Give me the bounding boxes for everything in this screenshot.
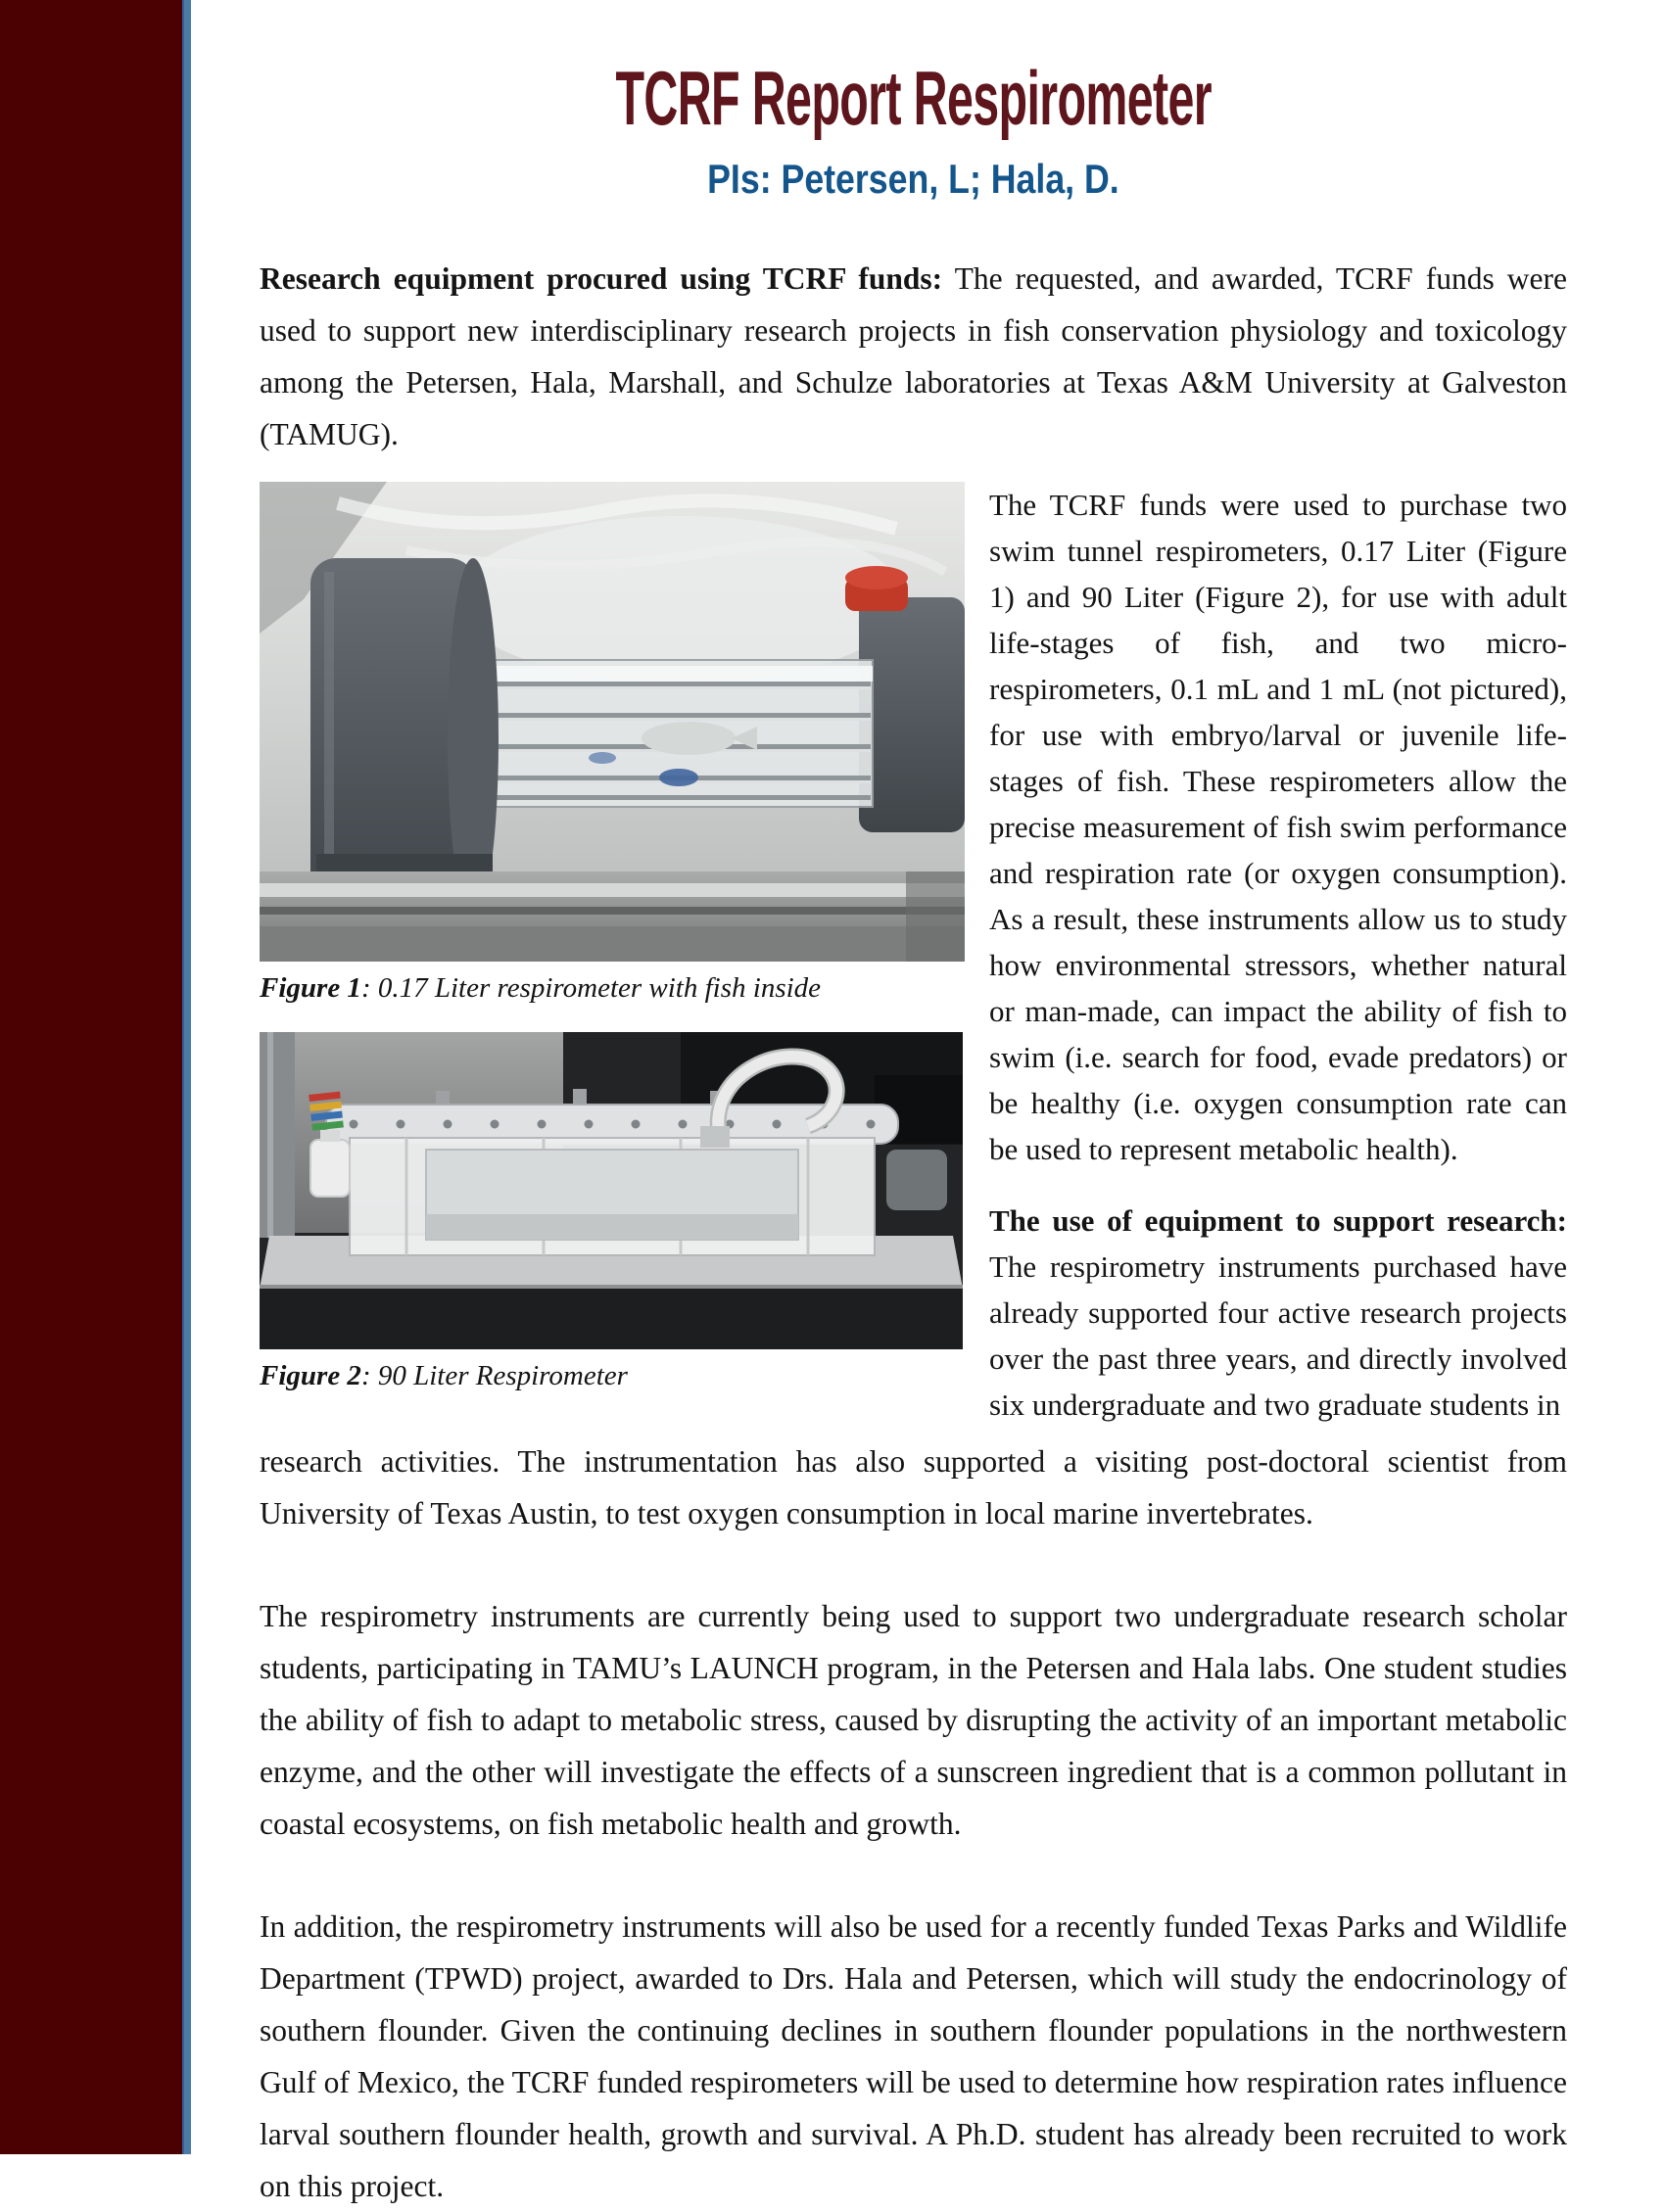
respirometer-photo-illustration [260, 482, 965, 962]
two-column-section [260, 482, 1567, 1428]
tank-photo-illustration [260, 1032, 963, 1349]
figure-1-caption-label: Figure 1 [260, 972, 361, 1005]
equipment-use-lead: The use of equipment to support research: [989, 1203, 1567, 1239]
figure-2-caption-text: : 90 Liter Respirometer [360, 1360, 628, 1392]
figure-2-caption [260, 1357, 989, 1394]
left-maroon-band [0, 0, 182, 2154]
figure-2-caption-label: Figure 2 [260, 1360, 361, 1392]
intro-body: The requested, and awarded, TCRF funds were used to support new interdisciplinary research projects in fish conservation physiology and toxicology among the Petersen, Hala, Marshall, and Schulze laboratories at Texas A&M University at Galveston (TAMUG). [260, 261, 1567, 452]
figure-1-image [260, 482, 989, 962]
page-subtitle-text: PIs: Petersen, L; Hala, D. [707, 155, 1119, 202]
page-title [260, 55, 1567, 141]
figure-1 [260, 482, 989, 1007]
intro-lead: Research equipment procured using TCRF funds: [260, 261, 943, 297]
page-content [191, 0, 1665, 2204]
intro-paragraph [260, 253, 1567, 460]
continuation-paragraph: research activities. The instrumentation has also supported a visiting post-doctoral scientist from University of Texas Austin, to test oxygen consumption in local marine invertebrates. [260, 1444, 1567, 1531]
launch-program-paragraph: The respirometry instruments are currently being used to support two undergraduate research scholar students, participating in TAMU’s LAUNCH program, in the Petersen and Hala labs. One student studies the ability of fish to adapt to metabolic stress, caused by disrupting the activity of an important metabolic enzyme, and the other will investigate the effects of a sunscreen ingredient that is a common pollutant in coastal ecosystems, on fish metabolic health and growth. [260, 1599, 1567, 1842]
tpwd-project-paragraph: In addition, the respirometry instruments will also be used for a recently funded Texas Parks and Wildlife Department (TPWD) project, awarded to Drs. Hala and Petersen, which will study the endocrinology of southern flounder. Given the continuing declines in southern flounder populations in the northwestern Gulf of Mexico, the TCRF funded respirometers will be used to determine how respiration rates influence larval southern flounder health, growth and survival. A Ph.D. student has already been recruited to work on this project. [260, 1909, 1567, 2204]
figure-2 [260, 1032, 989, 1394]
figure-2-image [260, 1032, 989, 1349]
page-title-text: TCRF Report Respirometer [615, 55, 1212, 141]
right-text-column [989, 482, 1567, 1428]
right-column-paragraph-2 [989, 1198, 1567, 1428]
figure-1-caption [260, 969, 989, 1007]
right-column-paragraph-1: The TCRF funds were used to purchase two swim tunnel respirometers, 0.17 Liter (Figure 1) and 90 Liter (Figure 2), for use with adult life-stages of fish, and two micro-respirometers, 0.1 mL and 1 mL (not pictured), for use with embryo/larval or juvenile life-stages of fish. These respirometers allow the precise measurement of fish swim performance and respiration rate (or oxygen consumption). As a result, these instruments allow us to study how environmental stressors, whether natural or man-made, can impact the ability of fish to swim (i.e. search for food, evade predators) or be healthy (i.e. oxygen consumption rate can be used to represent metabolic health). [989, 488, 1567, 1167]
page-subtitle [260, 157, 1567, 202]
vertical-accent-rule [182, 0, 191, 2154]
equipment-use-body: The respirometry instruments purchased have already supported four active research projects over the past three years, and directly involved six undergraduate and two graduate students in [989, 1249, 1567, 1423]
figures-column [260, 482, 989, 1428]
figure-1-caption-text: : 0.17 Liter respirometer with fish inside [360, 972, 822, 1005]
